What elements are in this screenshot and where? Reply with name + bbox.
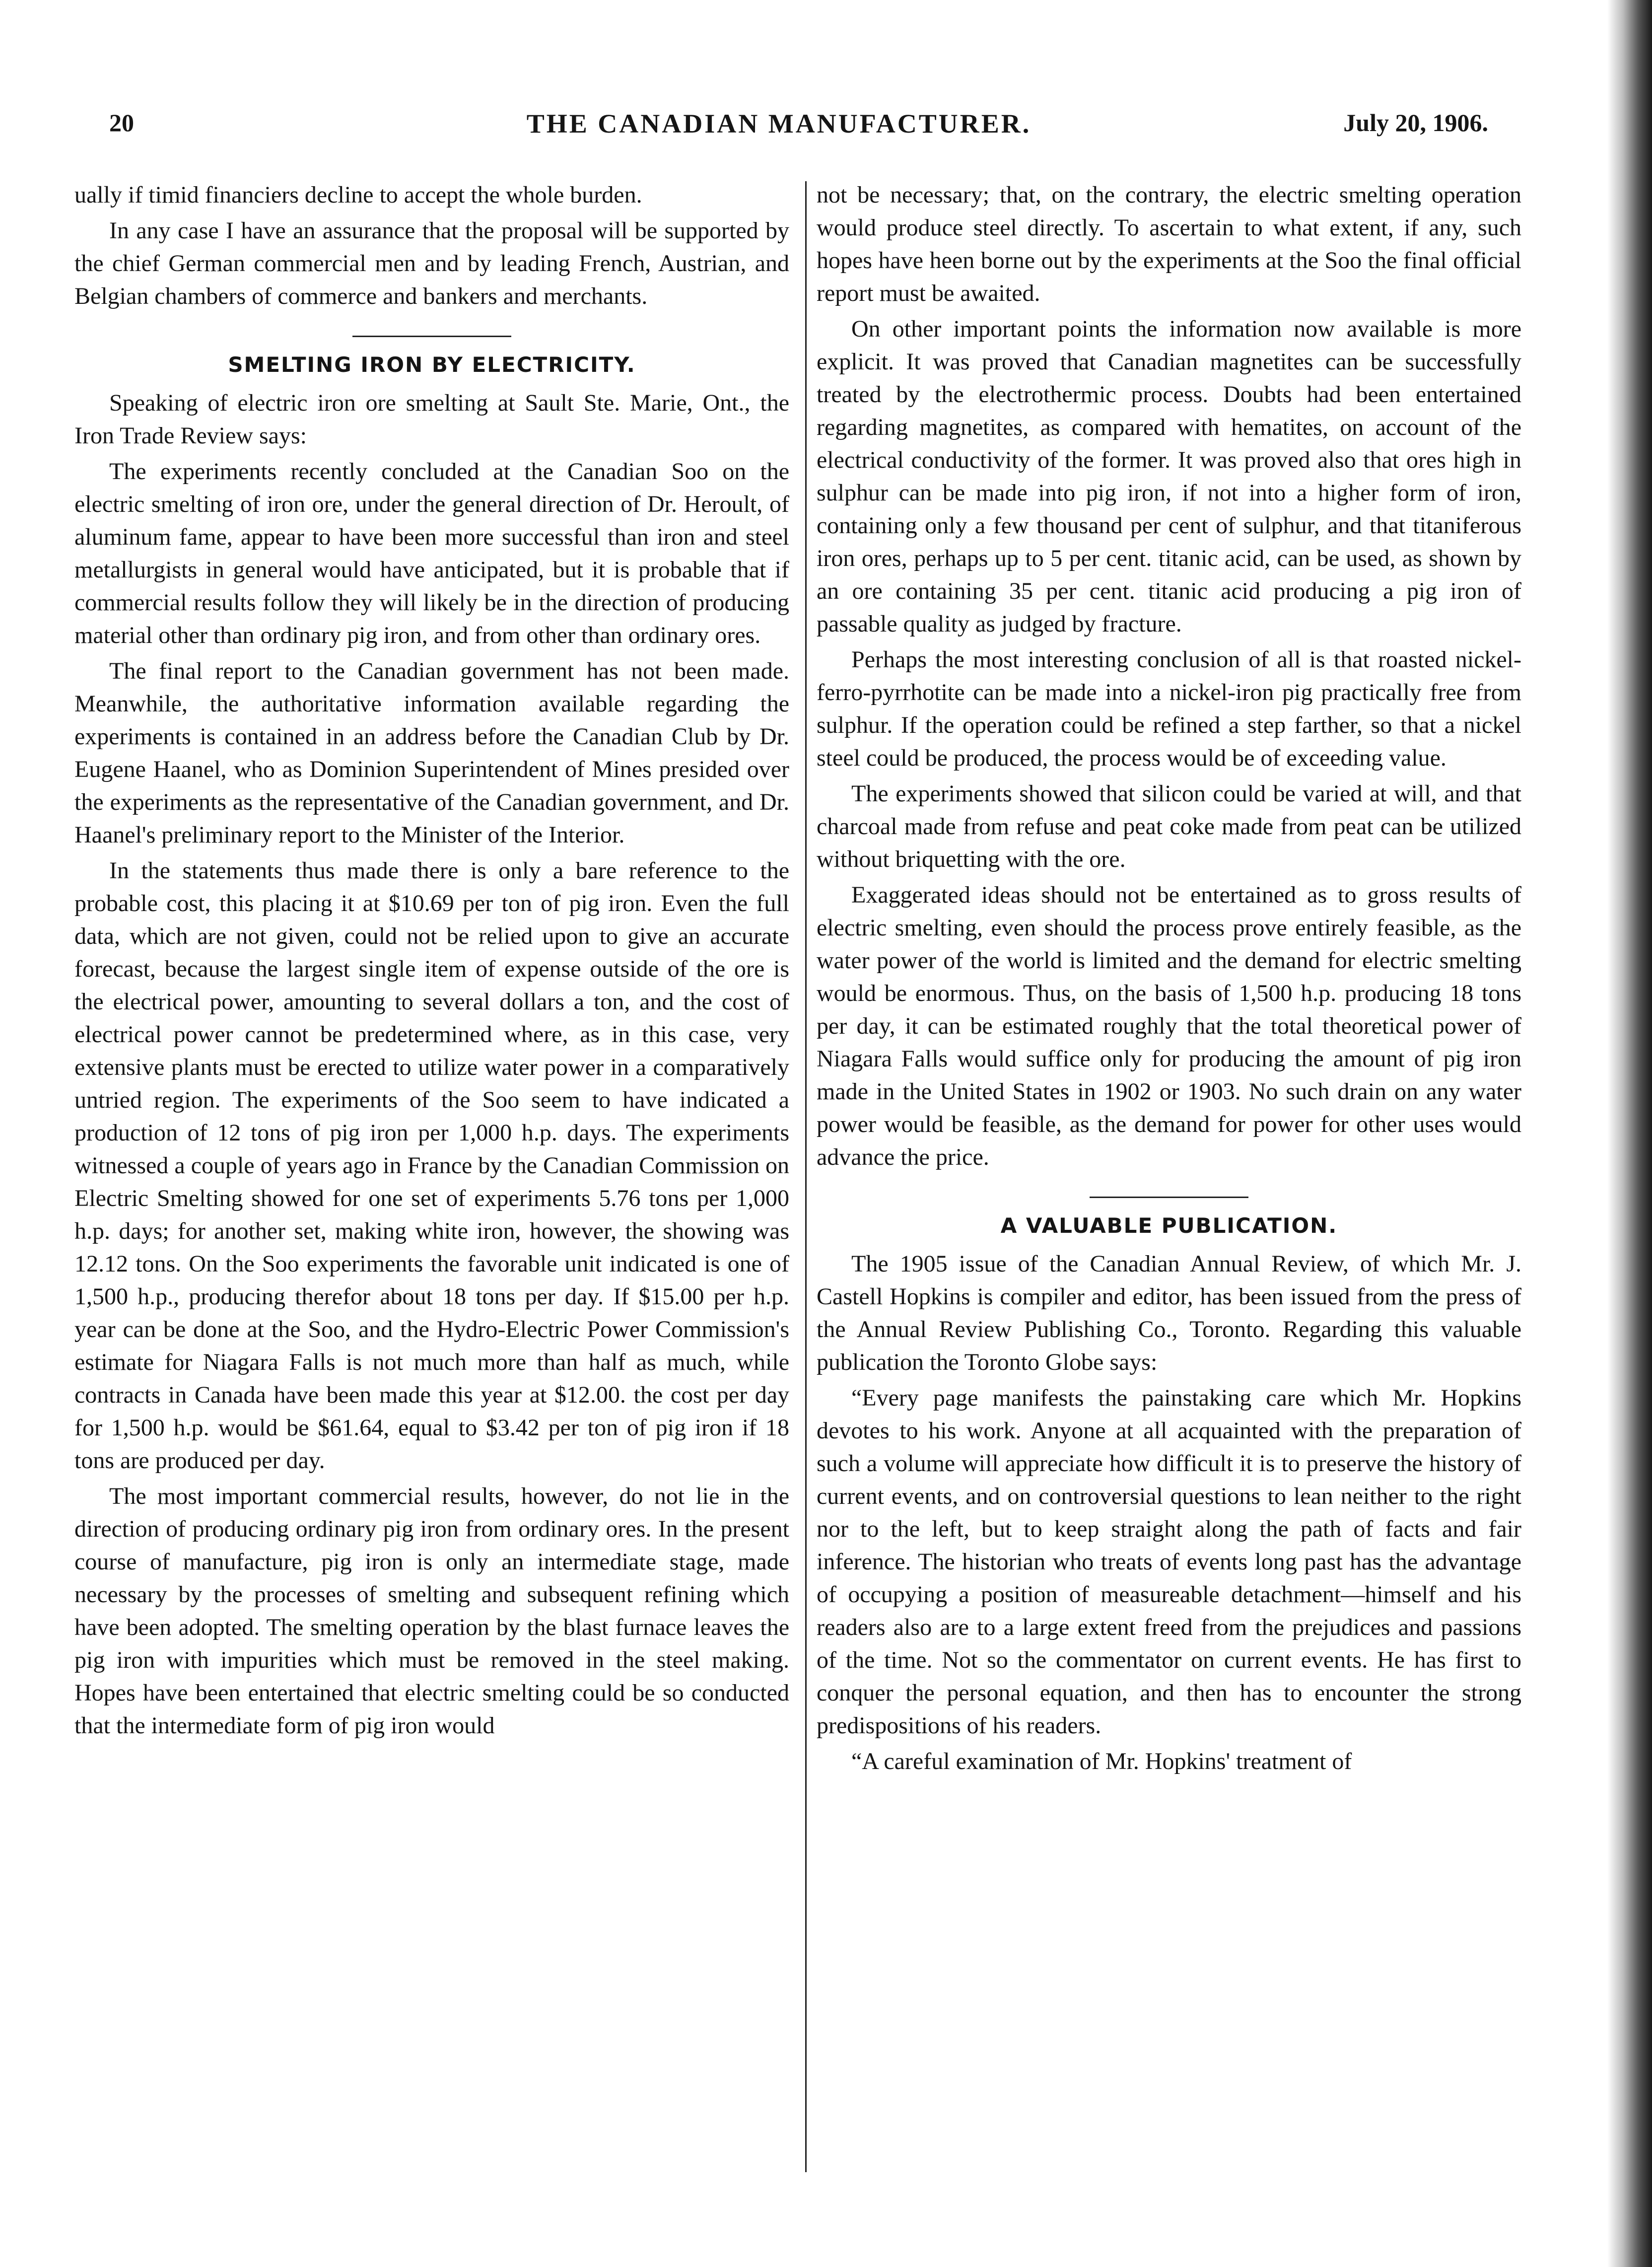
paragraph: In the statements thus made there is only a bare reference to the probable cost, this placing it at $10.69 per ton of pig iron. Even the full data, which are not given, could not be relied upon to give an accurate forecast, because the largest single item of expense outside of the ore is the electrical power, amounting to several dollars a ton, and the cost of electrical power cannot be predetermined where, as in this case, very extensive plants must be erected to utilize water power in a comparatively untried region. The experiments of the Soo seem to have indicated a production of 12 tons of pig iron per 1,000 h.p. days. The experiments witnessed a couple of years ago in France by the Canadian Commission on Electric Smelting showed for one set of experiments 5.76 tons per 1,000 h.p. days; for another set, making white iron, however, the showing was 12.12 tons. On the Soo experiments the favorable unit indicated is one of 1,500 h.p., producing therefor about 18 tons per day. If $15.00 per h.p. year can be done at the Soo, and the Hydro-Electric Power Commission's estimate for Niagara Falls is not much more than half as much, while contracts in Canada have been made this year at $12.00. the cost per day for 1,500 h.p. would be $61.64, equal to $3.42 per ton of pig iron if 18 tons are produced per day. xyxy=(74,857,789,1474)
paragraph: The most important commercial results, however, do not lie in the direction of producing ordinary pig iron from ordinary ores. In the present course of manufacture, pig iron is only an intermediate stage, made necessary by the processes of smelting and subsequent refining which have been adopted. The smelting operation by the blast furnace leaves the pig iron with impurities which must be removed in the steel making. Hopes have been entertained that electric smelting could be so conducted that the intermediate form of pig iron would xyxy=(74,1483,789,1739)
paragraph: The 1905 issue of the Canadian Annual Review, of which Mr. J. Castell Hopkins is compiler and editor, has been issued from the press of the Annual Review Publishing Co., Toronto. Regarding this valuable publication the Toronto Globe says: xyxy=(817,1251,1521,1375)
page-header xyxy=(69,108,1488,143)
left-column xyxy=(74,179,789,1745)
paragraph: Perhaps the most interesting conclusion of all is that roasted nickel-ferro-pyrrhotite can be made into a nickel-iron pig practically free from sulphur. If the operation could be refined a step farther, so that a nickel steel could be produced, the process would be of exceeding value. xyxy=(817,646,1521,771)
right-column xyxy=(817,179,1521,1781)
paragraph: “A careful examination of Mr. Hopkins' treatment of xyxy=(851,1748,1352,1774)
paragraph: Speaking of electric iron ore smelting at Sault Ste. Marie, Ont., the Iron Trade Review says: xyxy=(74,390,789,449)
paragraph: The final report to the Canadian government has not been made. Meanwhile, the authoritative information available regarding the experiments is contained in an address before the Canadian Club by Dr. Eugene Haanel, who as Dominion Superintendent of Mines presided over the experiments as the representative of the Canadian government, and Dr. Haanel's preliminary report to the Minister of the Interior. xyxy=(74,658,789,848)
paragraph: “Every page manifests the painstaking care which Mr. Hopkins devotes to his work. Anyone at all acquainted with the preparation of such a volume will appreciate how difficult it is to preserve the history of current events, and on controversial questions to lean neither to the right nor to the left, but to keep straight along the path of facts and fair inference. The historian who treats of events long past has the advantage of occupying a position of measureable detachment—himself and his readers also are to a large extent freed from the prejudices and passions of the time. Not so the commentator on current events. He has first to conquer the personal equation, and then has to encounter the strong predispositions of his readers. xyxy=(817,1385,1521,1739)
page-edge-shadow xyxy=(1607,0,1652,2267)
paragraph: not be necessary; that, on the contrary, the electric smelting operation would produce steel directly. To ascertain to what extent, if any, such hopes have heen borne out by the experiments at the Soo the final official report must be awaited. xyxy=(817,182,1521,306)
section-heading: SMELTING IRON BY ELECTRICITY. xyxy=(228,353,636,377)
column-divider xyxy=(805,181,807,2172)
paragraph: ually if timid financiers decline to accept the whole burden. xyxy=(74,182,642,208)
page-number: 20 xyxy=(109,109,134,137)
paragraph: Exaggerated ideas should not be entertained as to gross results of electric smelting, even should the process prove entirely feasible, as the water power of the world is limited and the demand for electric smelting would be enormous. Thus, on the basis of 1,500 h.p. producing 18 tons per day, it can be estimated roughly that the total theoretical power of Niagara Falls would suffice only for producing the amount of pig iron made in the United States in 1902 or 1903. No such drain on any water power would be feasible, as the demand for power for other uses would advance the price. xyxy=(817,882,1521,1170)
section-divider xyxy=(1090,1197,1248,1198)
paragraph: On other important points the information now available is more explicit. It was proved that Canadian magnetites can be successfully treated by the electrothermic process. Doubts had been entertained regarding magnetites, as compared with hematites, on account of the electrical conductivity of the former. It was proved also that ores high in sulphur can be made into pig iron, if not into a higher form of iron, containing only a few thousand per cent of sulphur, and that titaniferous iron ores, perhaps up to 5 per cent. titanic acid, can be used, as shown by an ore containing 35 per cent. titanic acid producing a pig iron of passable quality as judged by fracture. xyxy=(817,316,1521,637)
paragraph: In any case I have an assurance that the proposal will be supported by the chief German commercial men and by leading French, Austrian, and Belgian chambers of commerce and bankers and merchants. xyxy=(74,217,789,309)
paragraph: The experiments recently concluded at the Canadian Soo on the electric smelting of iron ore, under the general direction of Dr. Heroult, of aluminum fame, appear to have been more successful than iron and steel metallurgists in general would have anticipated, but it is probable that if commercial results follow they will likely be in the direction of producing material other than ordinary pig iron, and from other than ordinary ores. xyxy=(74,458,789,648)
paragraph: The experiments showed that silicon could be varied at will, and that charcoal made from refuse and peat coke made from peat can be utilized without briquetting with the ore. xyxy=(817,780,1521,872)
section-divider xyxy=(352,336,511,337)
masthead-title: THE CANADIAN MANUFACTURER. xyxy=(526,109,1032,139)
issue-date: July 20, 1906. xyxy=(1343,109,1488,137)
section-heading: A VALUABLE PUBLICATION. xyxy=(1000,1213,1338,1238)
